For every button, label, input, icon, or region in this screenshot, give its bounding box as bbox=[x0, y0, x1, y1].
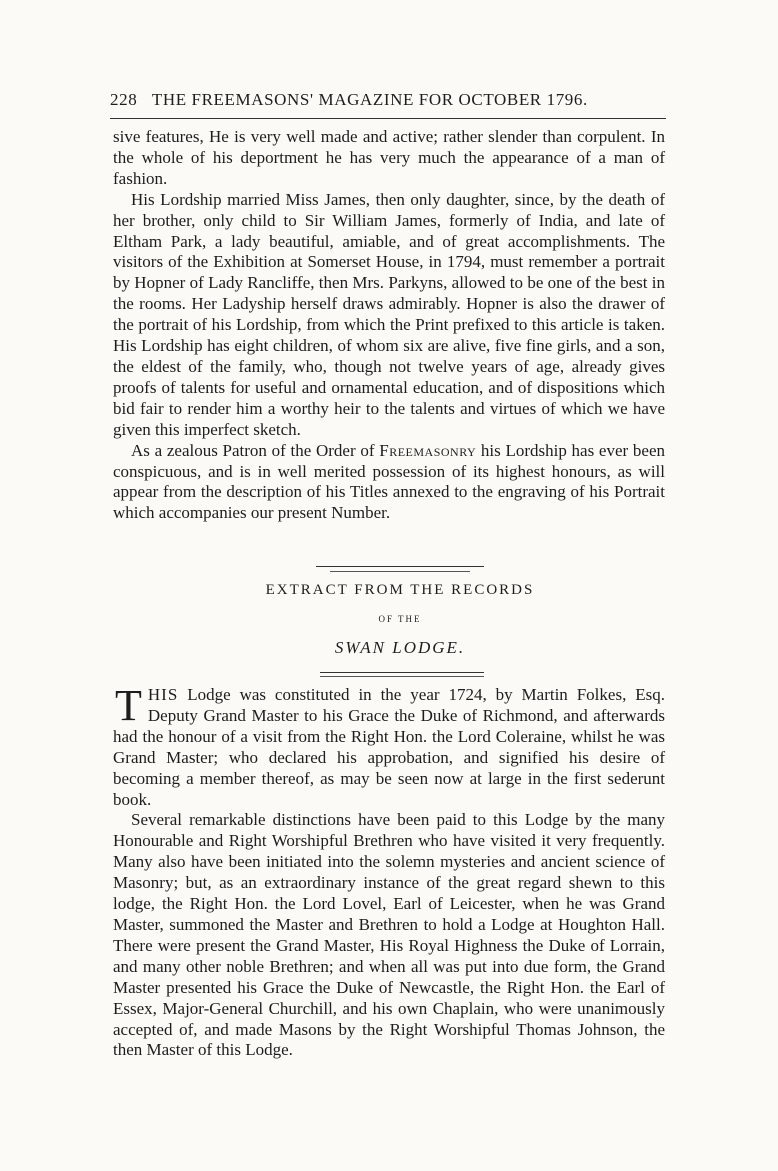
section-title-line-2: OF THE bbox=[378, 614, 422, 624]
lodge-paragraph-2: Several remarkable distinctions have been paid to this Lodge by the many Honourable and Right Worshipful Brethren who have visited it very frequently. Many also have been initiated into the solemn mysteries and ancient science of Masonry; but, as an extraordinary instance of the great regard shewn to this lodge, the Right Hon. the Lord Lovel, Earl of Leicester, when he was Grand Master, summoned the Master and Brethren to hold a Lodge at Houghton Hall. There were present the Grand Master, His Royal Highness the Duke of Lorrain, and many other noble Brethren; and when all was put into due form, the Grand Master presented his Grace the Duke of Newcastle, the Right Hon. the Earl of Essex, Major-General Churchill, and his own Chaplain, who were unanimously accepted of, and made Masons by the Right Worshipful Thomas Johnson, the then Master of this Lodge. bbox=[113, 810, 665, 1060]
freemasonry-smallcaps: Freemasonry bbox=[379, 440, 477, 460]
paragraph-3-start: As a zealous Patron of the Order of bbox=[131, 440, 380, 460]
paragraph-3 bbox=[113, 441, 665, 525]
section-title-line-3: SWAN LODGE. bbox=[334, 638, 466, 657]
paragraph-3-end: his Lordship has ever been conspicuous, and is in well merited possession of its highest honours, as will appear from the description of his Titles annexed to the engraving of his Portrait which accompanies our present Number. bbox=[113, 440, 665, 523]
paragraph-2: His Lordship married Miss James, then only daughter, since, by the death of her brother, only child to Sir William James, formerly of India, and late of Eltham Park, a lady beautiful, amiable, and of great accomplishments. The visitors of the Exhibition at Somerset House, in 1794, must remember a portrait by Hopner of Lady Rancliffe, then Mrs. Parkyns, allowed to be one of the best in the rooms. Her Ladyship herself draws admirably. Hopner is also the drawer of the portrait of his Lordship, from which the Print prefixed to this article is taken. His Lordship has eight children, of whom six are alive, five fine girls, and a son, the eldest of the family, who, though not twelve years of age, already gives proofs of talents for useful and ornamental education, and of dispositions which bid fair to render him a worthy heir to the talents and virtues of which we have given this imperfect sketch. bbox=[113, 189, 665, 439]
section-rule-bottom-thin bbox=[320, 676, 484, 677]
drop-cap: T bbox=[115, 681, 142, 730]
section-rule-top-thin bbox=[330, 571, 470, 572]
drop-cap-continuation: HIS bbox=[147, 685, 179, 704]
paragraph-1: sive features, He is very well made and active; rather slender than corpulent. In the whole of his deportment he has very much the appearance of a man of fashion. bbox=[113, 127, 665, 188]
section-title-line-1: EXTRACT FROM THE RECORDS bbox=[265, 582, 535, 598]
swan-lodge-article bbox=[113, 681, 665, 1061]
lodge-paragraph-1-text: Lodge was constituted in the year 1724, by Martin Folkes, Esq. Deputy Grand Master to his Grace the Duke of Richmond, and afterwards had the honour of a visit from the Right Hon. the Lord Coleraine, whilst he was Grand Master; who declared his approbation, and signified his desire of becoming a member thereof, as may be seen now at large in the first sederunt book. bbox=[113, 685, 665, 809]
article-continuation bbox=[113, 127, 665, 524]
running-title: THE FREEMASONS' MAGAZINE FOR OCTOBER 1796. bbox=[151, 90, 588, 109]
lodge-paragraph-1 bbox=[113, 681, 665, 810]
section-rule-top bbox=[316, 566, 484, 567]
header-rule bbox=[110, 118, 666, 119]
running-header bbox=[110, 90, 666, 110]
page-number: 228 bbox=[110, 90, 138, 109]
section-rule-bottom bbox=[320, 672, 484, 673]
